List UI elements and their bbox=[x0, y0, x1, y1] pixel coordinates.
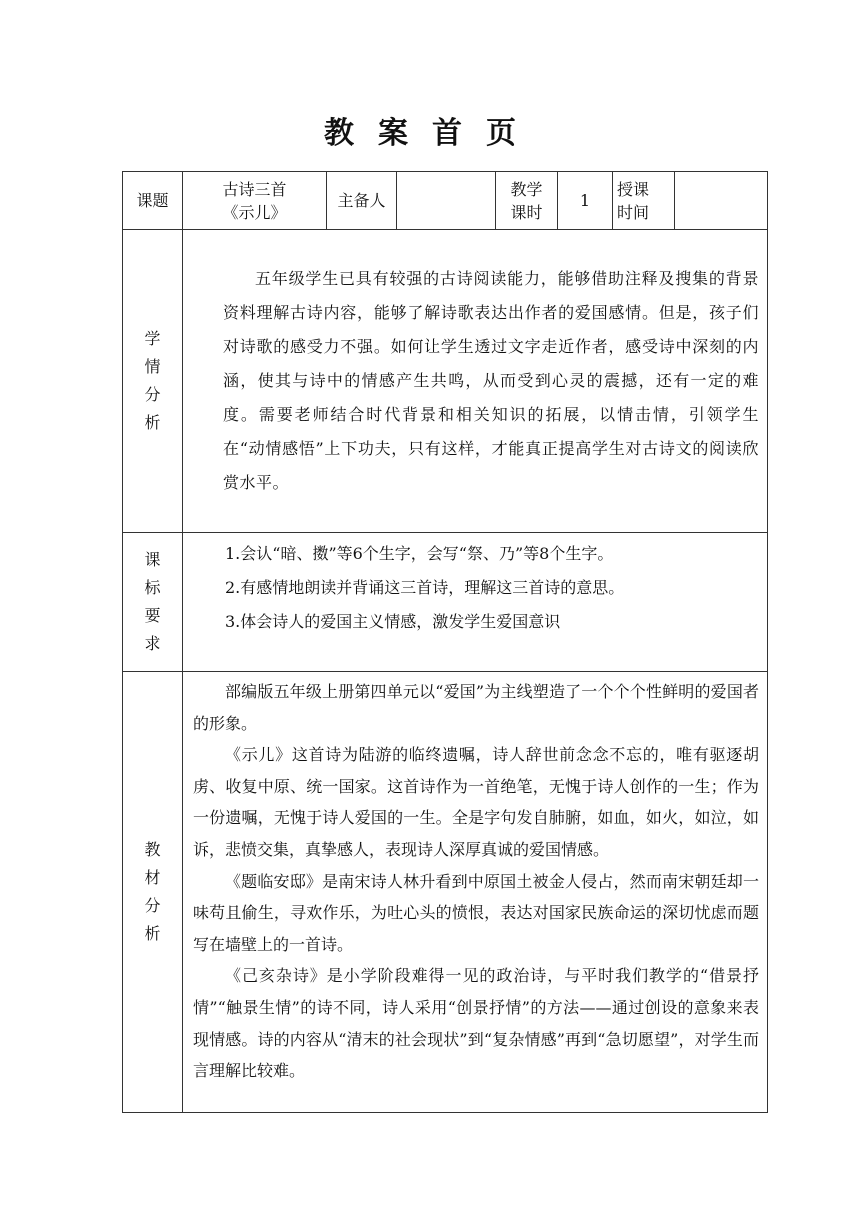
title-char: 教 bbox=[324, 116, 378, 151]
title-char: 案 bbox=[378, 116, 432, 151]
material-paragraph: 《己亥杂诗》是小学阶段难得一见的政治诗，与平时我们教学的“借景抒情”“触景生情”的诗不同，诗人采用“创景抒情”的方法——通过创设的意象来表现情感。诗的内容从“清末的社会现状”到“复杂情感”再到“急切愿望”，对学生而言理解比较难。 bbox=[193, 966, 759, 1081]
material-analysis-content bbox=[183, 672, 768, 1113]
page-title bbox=[0, 108, 840, 152]
topic-label: 课题 bbox=[123, 172, 183, 230]
hours-label-line1: 教学 bbox=[510, 179, 543, 199]
curriculum-item: 1.会认“暗、擞”等6个生字，会写“祭、乃”等8个生字。 bbox=[225, 544, 614, 563]
time-label-line2: 时间 bbox=[617, 202, 650, 222]
label-char: 课 bbox=[144, 550, 161, 569]
title-char: 首 bbox=[432, 116, 486, 151]
topic-value-line2: 《示儿》 bbox=[222, 202, 287, 222]
time-label-line1: 授课 bbox=[617, 179, 650, 199]
label-char: 要 bbox=[144, 606, 161, 625]
label-char: 学 bbox=[144, 329, 161, 348]
header-row bbox=[123, 172, 768, 230]
student-analysis-text: 五年级学生已具有较强的古诗阅读能力，能够借助注释及搜集的背景资料理解古诗内容，能够了解诗歌表达出作者的爱国感情。但是，孩子们对诗歌的感受力不强。如何让学生透过文字走近作者，感受诗中深刻的内涵，使其与诗中的情感产生共鸣，从而受到心灵的震撼，还有一定的难度。需要老师结合时代背景和相关知识的拓展，以情击情，引领学生在“动情感悟”上下功夫，只有这样，才能真正提高学生对古诗文的阅读欣赏水平。 bbox=[223, 269, 759, 492]
label-char: 标 bbox=[144, 578, 161, 597]
label-char: 分 bbox=[144, 896, 161, 915]
label-char: 分 bbox=[144, 385, 161, 404]
curriculum-row bbox=[123, 533, 768, 672]
hours-value: 1 bbox=[558, 172, 613, 230]
label-char: 求 bbox=[144, 634, 161, 653]
curriculum-content bbox=[183, 533, 768, 672]
topic-value-line1: 古诗三首 bbox=[222, 179, 287, 199]
hours-label-line2: 课时 bbox=[510, 202, 543, 222]
material-analysis-label bbox=[123, 672, 183, 1113]
material-paragraph: 《示儿》这首诗为陆游的临终遗嘱，诗人辞世前念念不忘的，唯有驱逐胡虏、收复中原、统一国家。这首诗作为一首绝笔，无愧于诗人创作的一生；作为一份遗嘱，无愧于诗人爱国的一生。全是字句发自肺腑，如血，如火，如泣，如诉，悲愤交集，真挚感人，表现诗人深厚真诚的爱国情感。 bbox=[193, 745, 759, 859]
material-paragraph: 《题临安邸》是南宋诗人林升看到中原国土被金人侵占，然而南宋朝廷却一味苟且偷生，寻欢作乐，为吐心头的愤恨，表达对国家民族命运的深切忧虑而题写在墙壁上的一首诗。 bbox=[193, 871, 759, 954]
label-char: 材 bbox=[144, 868, 161, 887]
label-char: 教 bbox=[144, 840, 161, 859]
preparer-value bbox=[397, 172, 496, 230]
topic-value bbox=[183, 172, 327, 230]
material-analysis-row bbox=[123, 672, 768, 1113]
curriculum-label bbox=[123, 533, 183, 672]
title-char: 页 bbox=[486, 116, 540, 151]
student-analysis-content bbox=[183, 230, 768, 533]
label-char: 情 bbox=[144, 357, 161, 376]
student-analysis-label bbox=[123, 230, 183, 533]
preparer-label: 主备人 bbox=[327, 172, 397, 230]
time-label bbox=[613, 172, 675, 230]
time-value bbox=[675, 172, 768, 230]
lesson-plan-table bbox=[122, 171, 768, 1113]
curriculum-item: 2.有感情地朗读并背诵这三首诗，理解这三首诗的意思。 bbox=[225, 578, 625, 597]
curriculum-item: 3.体会诗人的爱国主义情感，激发学生爱国意识 bbox=[225, 612, 561, 631]
material-paragraph: 部编版五年级上册第四单元以“爱国”为主线塑造了一个个个性鲜明的爱国者的形象。 bbox=[193, 682, 759, 733]
label-char: 析 bbox=[144, 924, 161, 943]
hours-label bbox=[496, 172, 558, 230]
label-char: 析 bbox=[144, 413, 161, 432]
student-analysis-row bbox=[123, 230, 768, 533]
